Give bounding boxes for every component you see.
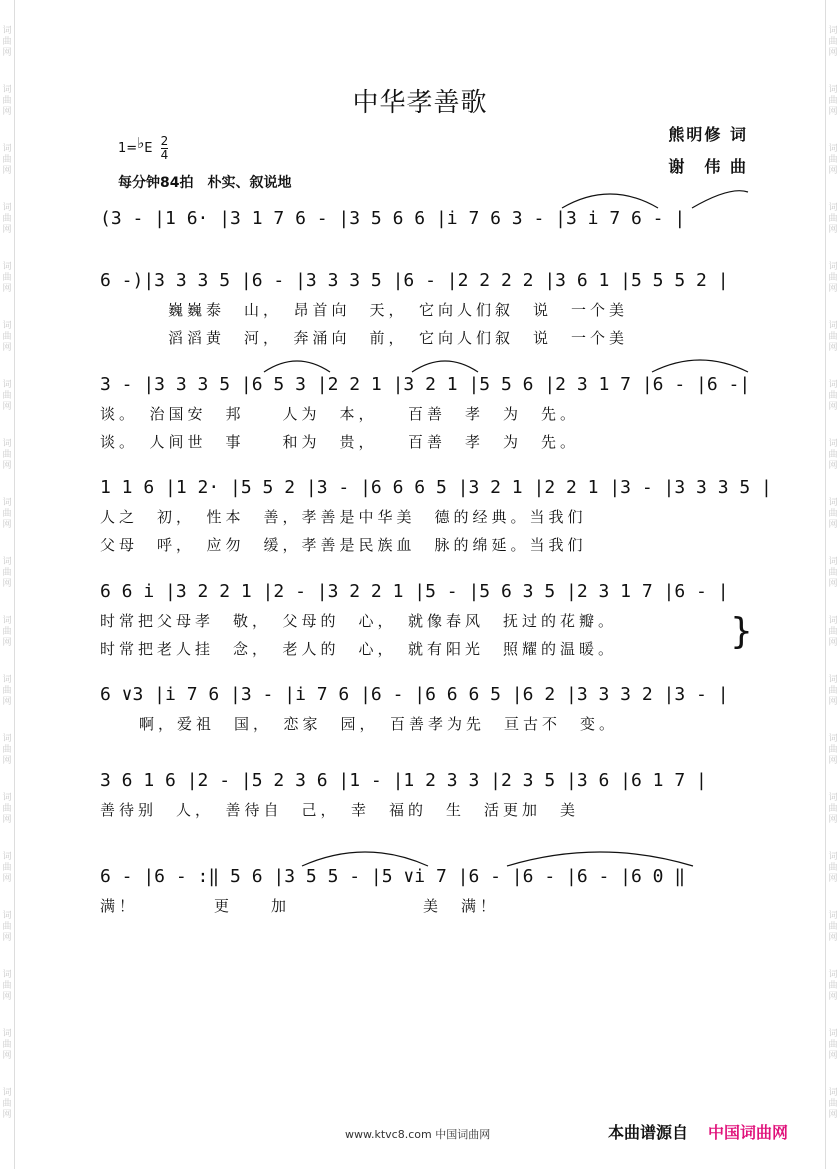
watermark-right [826,0,840,1169]
watermark-text: 词 曲 网 [2,26,12,58]
slur-arc [560,186,660,210]
lyric-line: 善待别 人， 善待自 己， 幸 福的 生 活更加 美 [100,801,580,819]
watermark-text: 词 曲 网 [828,26,838,58]
score-row-4 [100,473,772,559]
watermark-text: 词 曲 网 [2,262,12,294]
tempo-marking: 每分钟84拍 朴实、叙说地 [118,175,292,191]
watermark-text: 词 曲 网 [2,203,12,235]
notation-line: 3 6 1 6 |2 - |5 2 3 6 |1 - |1 2 3 3 |2 3 5 |3 6 |6 1 7 | [100,770,707,791]
watermark-text: 词 曲 网 [828,911,838,943]
score-row-8 [100,862,752,920]
key-signature [118,134,168,162]
watermark-text: 词 曲 网 [828,203,838,235]
footer-site: www.ktvc8.com 中国词曲网 [345,1128,491,1141]
watermark-text: 词 曲 网 [828,970,838,1002]
watermark-text: 词 曲 网 [2,1029,12,1061]
watermark-text: 词 曲 网 [828,675,838,707]
slur-arc [505,846,695,868]
watermark-text: 词 曲 网 [828,616,838,648]
watermark-text: 词 曲 网 [2,793,12,825]
lyric-verse-1: 谈。 治国安 邦 人为 本， 百善 孝 为 先。 [100,405,580,423]
notation-line: 6 - |6 - :‖ 5 6 |3 5 5 - |5 ∨i 7 |6 - |6 - |6 - |6 0 ‖ [100,866,686,887]
score-row-6 [100,680,752,738]
beat-top: 2 [160,134,169,148]
slur-arc [690,186,750,210]
notation-line: 3 - |3 3 3 5 |6 5 3 |2 2 1 |3 2 1 |5 5 6 |2 3 1 7 |6 - |6 -| [100,374,751,395]
source-label: 本曲谱源自 [608,1123,689,1142]
watermark-text: 词 曲 网 [2,85,12,117]
slur-arc [410,354,480,374]
notation-line: 6 -)|3 3 3 5 |6 - |3 3 3 5 |6 - |2 2 2 2 |3 6 1 |5 5 5 2 | [100,270,729,291]
slur-arc [300,846,430,868]
watermark-text: 词 曲 网 [2,970,12,1002]
watermark-text: 词 曲 网 [2,1088,12,1120]
watermark-text: 词 曲 网 [2,852,12,884]
watermark-text: 词 曲 网 [2,675,12,707]
watermark-text: 词 曲 网 [828,85,838,117]
key-note: E [144,141,153,156]
watermark-text: 词 曲 网 [828,557,838,589]
watermark-text: 词 曲 网 [2,439,12,471]
watermark-text: 词 曲 网 [2,321,12,353]
lyric-verse-2: 父母 呼， 应勿 缓，孝善是民族血 脉的绵延。当我们 [100,536,587,554]
score-row-7 [100,766,752,824]
watermark-text: 词 曲 网 [828,1088,838,1120]
lyric-line: 啊，爱祖 国， 恋家 园， 百善孝为先 亘古不 变。 [120,715,619,733]
watermark-text: 词 曲 网 [828,734,838,766]
composer-credit: 谢 伟 曲 [668,157,748,176]
lyricist-credit: 熊明修 词 [668,125,748,144]
watermark-text: 词 曲 网 [828,498,838,530]
watermark-text: 词 曲 网 [828,1029,838,1061]
watermark-text: 词 曲 网 [828,262,838,294]
lyric-verse-2: 滔滔黄 河， 奔涌向 前， 它向人们叙 说 一个美 [168,329,629,347]
flat-sign: ♭ [137,134,145,152]
source-brand: 中国词曲网 [708,1123,789,1142]
slur-arc [262,354,332,374]
score-row-3 [100,370,752,456]
slur-arc [650,354,750,374]
watermark-text: 词 曲 网 [2,734,12,766]
watermark-left [0,0,14,1169]
score-row-5 [100,577,752,663]
source-credit [608,1120,788,1143]
watermark-text: 词 曲 网 [2,557,12,589]
watermark-text: 词 曲 网 [2,144,12,176]
watermark-text: 词 曲 网 [828,321,838,353]
lyric-line: 满！ 更 加 美 满！ [100,897,500,915]
right-border [825,0,826,1169]
watermark-text: 词 曲 网 [828,852,838,884]
left-border [14,0,15,1169]
time-signature [161,135,169,162]
lyric-verse-2: 谈。 人间世 事 和为 贵， 百善 孝 为 先。 [100,433,580,451]
key-prefix: 1= [118,141,138,156]
lyric-verse-1: 巍巍泰 山， 昂首向 天， 它向人们叙 说 一个美 [168,301,629,319]
watermark-text: 词 曲 网 [828,439,838,471]
beat-bottom: 4 [160,148,169,162]
notation-line: 6 ∨3 |i 7 6 |3 - |i 7 6 |6 - |6 6 6 5 |6 2 |3 3 3 2 |3 - | [100,684,729,705]
notation-line: 1 1 6 |1 2· |5 5 2 |3 - |6 6 6 5 |3 2 1 |2 2 1 |3 - |3 3 3 5 | [100,477,772,498]
watermark-text: 词 曲 网 [828,793,838,825]
watermark-text: 词 曲 网 [2,911,12,943]
verse-brace: } [730,611,753,652]
watermark-text: 词 曲 网 [2,616,12,648]
lyric-verse-1: 人之 初， 性本 善，孝善是中华美 德的经典。当我们 [100,508,587,526]
lyric-verse-1: 时常把父母孝 敬， 父母的 心， 就像春风 抚过的花瓣。 [100,612,618,630]
watermark-text: 词 曲 网 [828,380,838,412]
watermark-text: 词 曲 网 [2,380,12,412]
song-title: 中华孝善歌 [352,88,488,118]
watermark-text: 词 曲 网 [828,144,838,176]
score-row-2 [100,266,752,352]
notation-line: 6 6 i |3 2 2 1 |2 - |3 2 2 1 |5 - |5 6 3 5 |2 3 1 7 |6 - | [100,581,729,602]
notation-line: (3 - |1 6· |3 1 7 6 - |3 5 6 6 |i 7 6 3 - |3 i 7 6 - | [100,208,686,229]
lyric-verse-2: 时常把老人挂 念， 老人的 心， 就有阳光 照耀的温暖。 [100,640,618,658]
watermark-text: 词 曲 网 [2,498,12,530]
